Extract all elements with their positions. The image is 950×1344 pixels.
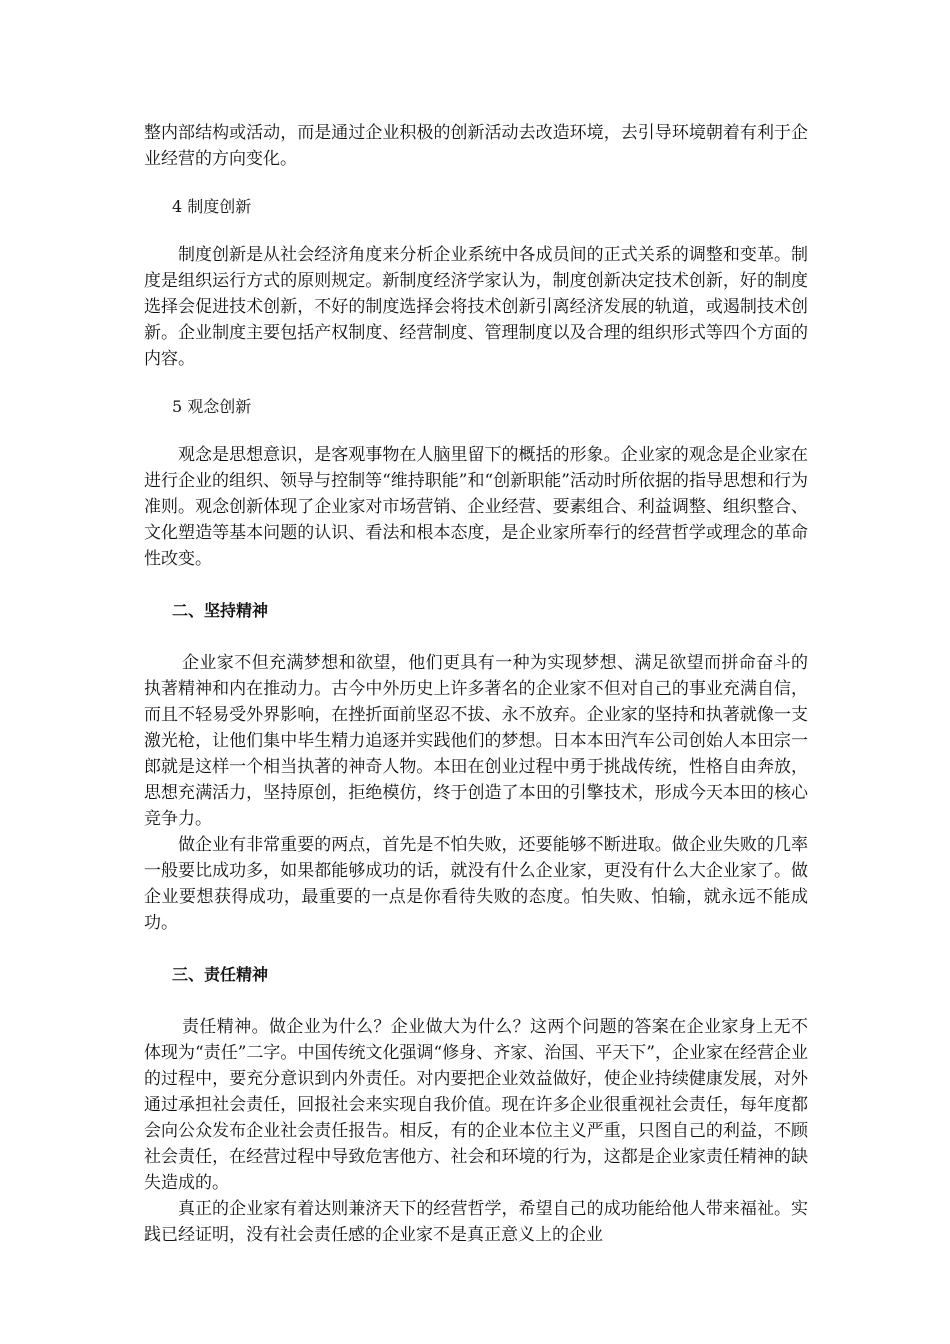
section-heading-responsibility: 三、责任精神	[172, 965, 269, 984]
section-heading-persistence: 二、坚持精神	[172, 601, 269, 620]
subheading-institution-innovation: 4 制度创新	[172, 197, 252, 216]
paragraph-concept-innovation: 观念是思想意识，是客观事物在人脑里留下的概括的形象。企业家的观念是企业家在进行企业的组织、领导与控制等“维持职能”和“创新职能”活动时所依据的指导思想和行为准则。观念创新体现了企业家对市场营销、企业经营、要素组合、利益调整、组织整合、文化塑造等基本问题的认识、看法和根本态度，是企业家所奉行的经营哲学或理念的革命性改变。	[144, 445, 808, 569]
paragraph-responsibility-2: 真正的企业家有着达则兼济天下的经营哲学，希望自己的成功能给他人带来福祉。实践已经证明，没有社会责任感的企业家不是真正意义上的企业	[144, 1199, 808, 1245]
paragraph-institution-innovation: 制度创新是从社会经济角度来分析企业系统中各成员间的正式关系的调整和变革。制度是组织运行方式的原则规定。新制度经济学家认为，制度创新决定技术创新，好的制度选择会促进技术创新，不好的制度选择会将技术创新引离经济发展的轨道，或遏制技术创新。企业制度主要包括产权制度、经营制度、管理制度以及合理的组织形式等四个方面的内容。	[144, 245, 808, 369]
paragraph-responsibility-1: 责任精神。做企业为什么？企业做大为什么？这两个问题的答案在企业家身上无不体现为“责任”二字。中国传统文化强调“修身、齐家、治国、平天下”，企业家在经营企业的过程中，要充分意识到内外责任。对内要把企业效益做好，使企业持续健康发展，对外通过承担社会责任，回报社会来实现自我价值。现在许多企业很重视社会责任，每年度都会向公众发布企业社会责任报告。相反，有的企业本位主义严重，只图自己的利益，不顾社会责任，在经营过程中导致危害他方、社会和环境的行为，这都是企业家责任精神的缺失造成的。	[144, 1017, 808, 1193]
paragraph-persistence-2: 做企业有非常重要的两点，首先是不怕失败，还要能够不断进取。做企业失败的几率一般要比成功多，如果都能够成功的话，就没有什么企业家，更没有什么大企业家了。做企业要想获得成功，最重要的一点是你看待失败的态度。怕失败、怕输，就永远不能成功。	[144, 835, 808, 933]
document-page	[144, 120, 808, 1248]
paragraph-intro: 整内部结构或活动，而是通过企业积极的创新活动去改造环境，去引导环境朝着有利于企业经营的方向变化。	[144, 123, 808, 169]
paragraph-persistence-1: 企业家不但充满梦想和欲望，他们更具有一种为实现梦想、满足欲望而拼命奋斗的执著精神和内在推动力。古今中外历史上许多著名的企业家不但对自己的事业充满自信，而且不轻易受外界影响，在挫折面前坚忍不拔、永不放弃。企业家的坚持和执著就像一支激光枪，让他们集中毕生精力追逐并实践他们的梦想。日本本田汽车公司创始人本田宗一郎就是这样一个相当执著的神奇人物。本田在创业过程中勇于挑战传统，性格自由奔放，思想充满活力，坚持原创，拒绝模仿，终于创造了本田的引擎技术，形成今天本田的核心竞争力。	[144, 653, 808, 829]
subheading-concept-innovation: 5 观念创新	[172, 397, 252, 416]
